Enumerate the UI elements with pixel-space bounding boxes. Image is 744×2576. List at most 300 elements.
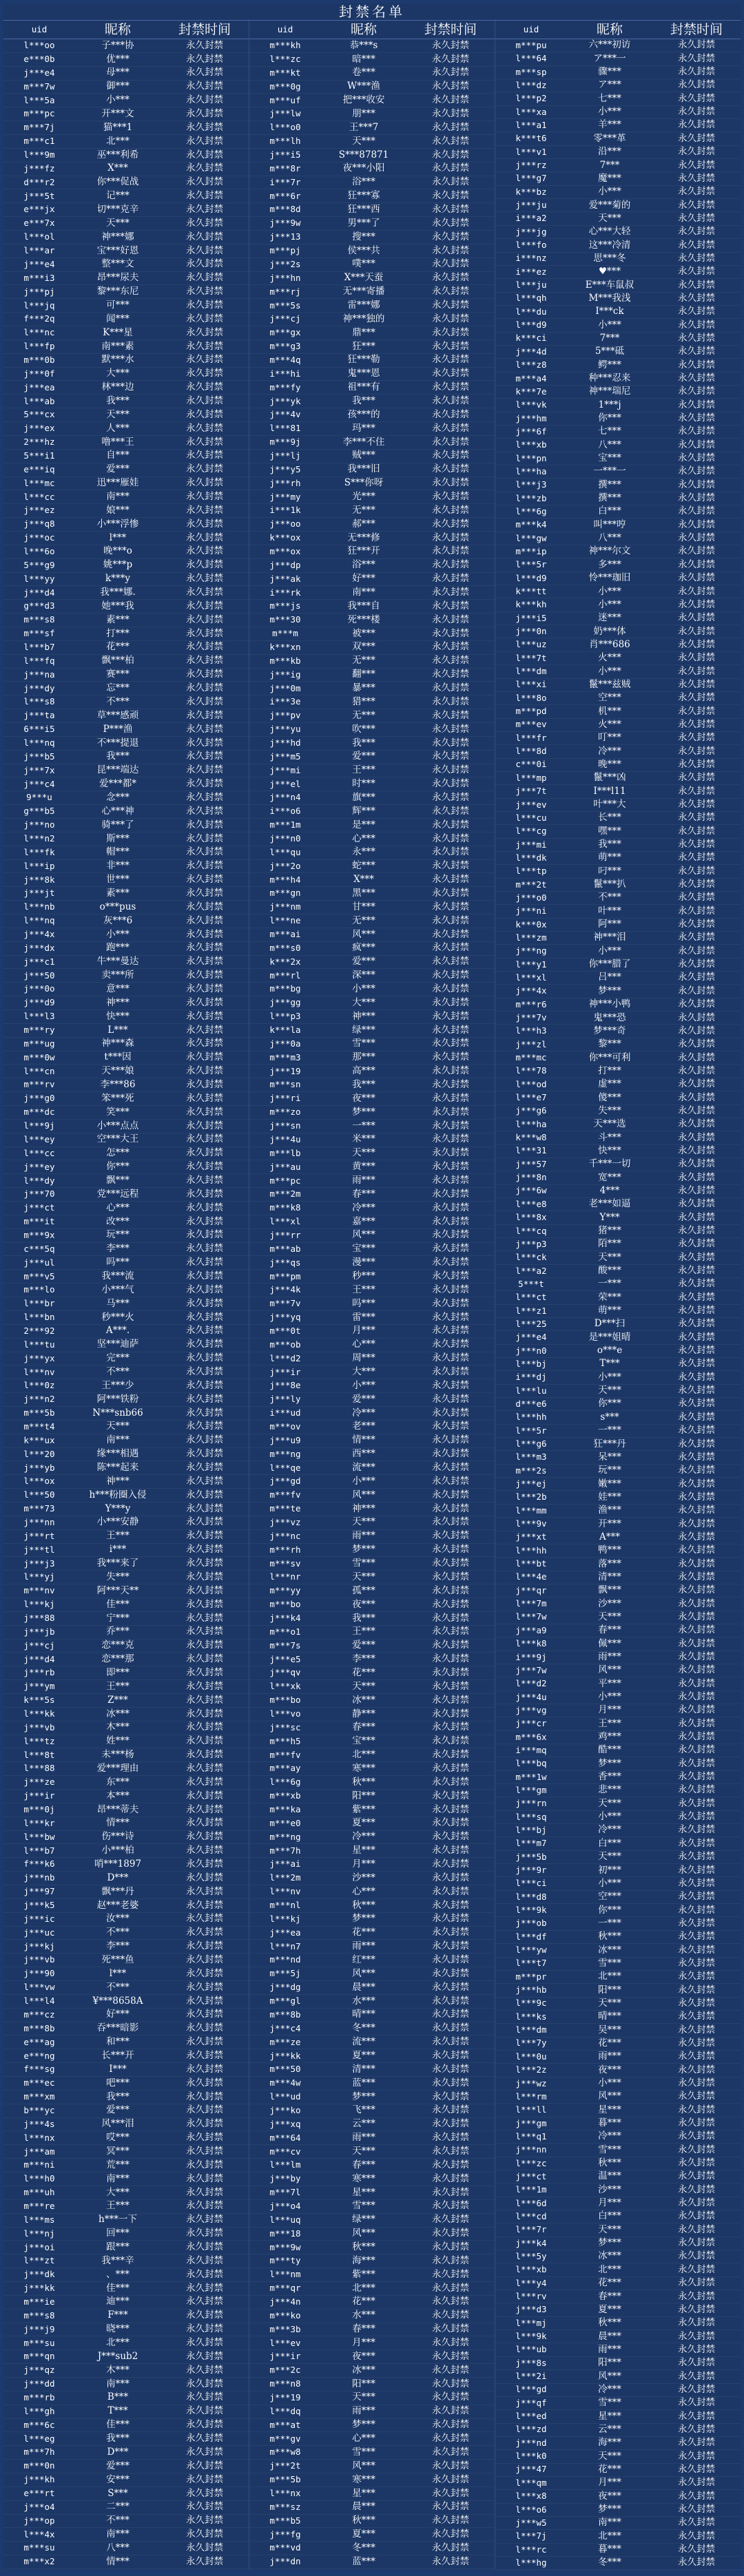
uid-cell: j***au [269, 1161, 301, 1172]
nickname-cell: 香*** [598, 1771, 621, 1783]
ban-time-cell: 永久封禁 [432, 1872, 469, 1883]
table-row [495, 346, 741, 359]
table-row [3, 1092, 249, 1106]
uid-cell: l***mj [515, 2317, 547, 2328]
uid-cell: l***5r [515, 559, 547, 570]
nickname-cell: 小***安静 [96, 1516, 139, 1528]
nickname-cell: 自*** [106, 450, 130, 461]
nickname-cell: 月*** [598, 1704, 621, 1716]
ban-time-cell: 永久封禁 [432, 655, 469, 667]
nickname-cell: D***扫 [594, 1318, 626, 1330]
ban-time-cell: 永久封禁 [678, 1558, 715, 1569]
ban-time-cell: 永久封禁 [186, 2350, 223, 2362]
nickname-cell: 王*** [106, 1680, 130, 1692]
table-row [495, 1677, 741, 1690]
nickname-cell: 死***鱼 [101, 1954, 134, 1965]
nickname-cell: 猪*** [598, 1225, 621, 1237]
table-row [495, 253, 741, 266]
nickname-cell: 小*** [598, 319, 621, 331]
ban-time-cell: 永久封禁 [186, 532, 223, 543]
table-row [495, 66, 741, 79]
uid-cell: j***ct [515, 2170, 547, 2181]
table-row [495, 1211, 741, 1224]
table-row [249, 1844, 495, 1858]
ban-time-cell: 永久封禁 [432, 996, 469, 1008]
uid-cell: m***2s [515, 1465, 547, 1476]
nickname-cell: 雨*** [352, 1530, 375, 1542]
uid-cell: l***7w [515, 1611, 547, 1622]
ban-time-cell: 永久封禁 [186, 573, 223, 585]
ban-time-cell: 永久封禁 [678, 172, 715, 184]
uid-cell: l***kr [23, 1817, 55, 1828]
ban-time-cell: 永久封禁 [678, 1784, 715, 1796]
table-row [3, 2268, 249, 2282]
uid-cell: j***jb [23, 1626, 55, 1637]
uid-cell: j***j3 [23, 1558, 55, 1569]
ban-time-cell: 永久封禁 [432, 764, 469, 776]
ban-time-cell: 永久封禁 [678, 2117, 715, 2129]
uid-cell: l***dk [515, 852, 547, 863]
uid-cell: l***ol [23, 231, 55, 242]
uid-cell: m***64 [269, 2132, 301, 2143]
nickname-cell: 小*** [598, 1371, 621, 1383]
table-row [249, 1256, 495, 1270]
ban-time-cell: 永久封禁 [186, 1188, 223, 1200]
table-row [249, 1995, 495, 2009]
nickname-cell: o***pus [99, 901, 136, 912]
table-row [495, 319, 741, 332]
ban-time-cell: 永久封禁 [186, 682, 223, 694]
nickname-cell: 李*** [106, 1243, 130, 1255]
nickname-cell: 宽*** [598, 1171, 621, 1183]
nickname-cell: 鳄*** [598, 359, 621, 370]
ban-time-cell: 永久封禁 [186, 121, 223, 133]
ban-time-cell: 永久封禁 [678, 745, 715, 757]
ban-time-cell: 永久封禁 [186, 1530, 223, 1542]
table-row [249, 81, 495, 94]
nickname-cell: 风*** [352, 1967, 375, 1979]
table-row [3, 1339, 249, 1352]
ban-time-cell: 永久封禁 [678, 332, 715, 344]
ban-time-cell: 永久封禁 [432, 2528, 469, 2540]
ban-time-cell: 永久封禁 [678, 572, 715, 584]
table-row [249, 1065, 495, 1078]
nickname-cell: 赛*** [106, 669, 130, 680]
nickname-cell: 六***初访 [588, 39, 631, 51]
uid-cell: l***ey [23, 1133, 55, 1144]
ban-time-cell: 永久封禁 [678, 1305, 715, 1317]
uid-cell: m***7s [269, 1640, 301, 1651]
table-row [495, 146, 741, 159]
nickname-cell: 怜***珈旧 [588, 572, 631, 584]
ban-time-cell: 永久封禁 [432, 149, 469, 160]
nickname-cell: 神*** [352, 1010, 375, 1022]
nickname-cell: 你***可利 [588, 1051, 631, 1063]
ban-time-cell: 永久封禁 [678, 1571, 715, 1582]
ban-time-cell: 永久封禁 [678, 1744, 715, 1756]
uid-cell: m***pd [515, 706, 547, 717]
nickname-cell: 小*** [598, 598, 621, 610]
table-row [249, 149, 495, 163]
nickname-cell: 昂***尿夫 [96, 272, 139, 284]
table-row [249, 1666, 495, 1680]
nickname-cell: 心*** [352, 2433, 375, 2444]
uid-cell: m***bg [269, 983, 301, 994]
uid-cell: j***6w [515, 1185, 547, 1196]
table-row [495, 679, 741, 692]
uid-cell: j***o0 [515, 892, 547, 903]
table-row [249, 1133, 495, 1147]
table-row [249, 777, 495, 791]
table-row [3, 833, 249, 846]
table-row [495, 1425, 741, 1438]
uid-cell: l***5y [515, 2250, 547, 2261]
table-row [3, 326, 249, 340]
ban-time-cell: 永久封禁 [432, 163, 469, 174]
nickname-cell: 忘*** [106, 682, 130, 694]
ban-time-cell: 永久封禁 [678, 399, 715, 410]
ban-time-cell: 永久封禁 [186, 1270, 223, 1282]
ban-time-cell: 永久封禁 [678, 292, 715, 304]
uid-cell: e***iq [23, 463, 55, 474]
table-row [3, 2228, 249, 2241]
nickname-cell: 南*** [106, 1434, 130, 1446]
table-row [249, 2473, 495, 2487]
table-row [3, 1434, 249, 1448]
nickname-cell: 晴*** [598, 2011, 621, 2022]
nickname-cell: 意*** [106, 983, 130, 994]
uid-cell: j***n4 [269, 792, 301, 803]
table-row [249, 2460, 495, 2473]
nickname-cell: 梦***奇 [593, 1025, 626, 1036]
table-row [249, 1776, 495, 1790]
nickname-cell: 天*** [598, 1851, 621, 1863]
nickname-cell: s*** [600, 1411, 619, 1423]
nickname-cell: 七*** [598, 426, 621, 437]
table-row [495, 572, 741, 585]
uid-cell: l***rc [515, 2544, 547, 2555]
uid-cell: j***yq [269, 1312, 301, 1323]
table-row [495, 132, 741, 145]
table-row [249, 860, 495, 874]
ban-time-cell: 永久封禁 [678, 1065, 715, 1076]
table-row [249, 695, 495, 709]
ban-time-cell: 永久封禁 [186, 2036, 223, 2048]
ban-time-cell: 永久封禁 [432, 1161, 469, 1173]
uid-cell: l***cc [23, 491, 55, 502]
table-row [495, 2210, 741, 2223]
nickname-cell: 大*** [106, 368, 130, 379]
uid-cell: j***uc [23, 1927, 55, 1938]
nickname-cell: 大*** [352, 996, 375, 1008]
uid-cell: m***k8 [269, 1202, 301, 1213]
table-row [249, 805, 495, 819]
ban-time-cell: 永久封禁 [186, 1612, 223, 1624]
ban-time-cell: 永久封禁 [186, 1981, 223, 1993]
uid-cell: l***ab [23, 395, 55, 406]
table-row [249, 2214, 495, 2228]
uid-cell: m***8d [269, 204, 301, 215]
table-row [249, 2391, 495, 2405]
nickname-cell: 哨***1897 [94, 1858, 142, 1870]
ban-time-cell: 永久封禁 [678, 1371, 715, 1383]
uid-cell: m***xm [23, 2091, 55, 2102]
nickname-cell: 秒***火 [101, 1311, 134, 1323]
nickname-cell: 风*** [352, 2228, 375, 2239]
nickname-cell: 狂***寡 [347, 190, 380, 202]
table-row [3, 1913, 249, 1927]
table-row [3, 94, 249, 107]
uid-cell: m***cv [269, 2146, 301, 2157]
nickname-cell: 搜*** [352, 231, 375, 242]
table-row [495, 732, 741, 745]
uid-cell: l***df [515, 1931, 547, 1942]
nickname-cell: 冷*** [598, 2130, 621, 2142]
ban-time-cell: 永久封禁 [186, 1803, 223, 1815]
table-row [249, 1078, 495, 1092]
uid-cell: l***bt [515, 1558, 547, 1569]
ban-time-cell: 永久封禁 [678, 2477, 715, 2489]
uid-cell: j***qv [269, 1667, 301, 1678]
nickname-cell: 平*** [598, 1677, 621, 1689]
nickname-cell: 飘***丹 [101, 1885, 134, 1897]
uid-cell: j***d4 [23, 587, 55, 598]
ban-time-cell: 永久封禁 [186, 956, 223, 967]
ban-time-cell: 永久封禁 [186, 737, 223, 748]
ban-time-cell: 永久封禁 [432, 53, 469, 65]
nickname-cell: k***y [105, 573, 131, 585]
ban-time-cell: 永久封禁 [432, 272, 469, 284]
table-row [3, 1051, 249, 1065]
ban-time-cell: 永久封禁 [678, 346, 715, 357]
ban-time-cell: 永久封禁 [678, 692, 715, 704]
ban-time-cell: 永久封禁 [186, 2050, 223, 2061]
table-row [3, 1653, 249, 1666]
ban-time-cell: 永久封禁 [432, 422, 469, 434]
table-row [3, 121, 249, 135]
nickname-cell: 清*** [352, 2063, 375, 2075]
uid-cell: m***rh [269, 1544, 301, 1555]
header-ban-time: 封禁时间 [424, 22, 477, 37]
nickname-cell: 昂***蒂夫 [96, 1803, 139, 1815]
ban-time-cell: 永久封禁 [432, 286, 469, 297]
ban-time-cell: 永久封禁 [678, 1851, 715, 1863]
nickname-cell: 大*** [106, 2186, 130, 2198]
ban-time-cell: 永久封禁 [186, 819, 223, 830]
uid-cell: m***sv [269, 1558, 301, 1569]
nickname-cell: 情*** [106, 1817, 130, 1829]
table-row [249, 887, 495, 901]
ban-time-cell: 永久封禁 [432, 1434, 469, 1446]
table-row [249, 518, 495, 532]
nickname-cell: 我*** [352, 737, 375, 748]
column-header [3, 21, 249, 39]
table-row [3, 2009, 249, 2022]
uid-cell: m***7v [269, 1298, 301, 1309]
ban-time-cell: 永久封禁 [432, 2146, 469, 2157]
nickname-cell: 哎*** [106, 2132, 130, 2144]
nickname-cell: 怎*** [106, 1147, 130, 1159]
table-row [495, 799, 741, 812]
table-row [495, 1465, 741, 1478]
ban-time-cell: 永久封禁 [432, 1448, 469, 1460]
ban-time-cell: 永久封禁 [678, 239, 715, 251]
ban-time-cell: 永久封禁 [186, 1352, 223, 1364]
nickname-cell: 北*** [106, 2337, 130, 2349]
table-row [495, 2450, 741, 2463]
nickname-cell: 黎*** [598, 1038, 621, 1050]
table-row [3, 1270, 249, 1284]
uid-cell: m***ip [515, 545, 547, 556]
uid-cell: j***rb [23, 1667, 55, 1678]
ban-time-cell: 永久封禁 [432, 1502, 469, 1514]
table-row [495, 1131, 741, 1144]
table-row [249, 436, 495, 450]
ban-time-cell: 永久封禁 [432, 1024, 469, 1036]
table-row [495, 1917, 741, 1930]
header-nickname: 昵称 [596, 22, 623, 37]
nickname-cell: 小***气 [101, 1284, 134, 1295]
table-row [249, 2077, 495, 2091]
table-row [249, 2542, 495, 2555]
table-row [495, 812, 741, 825]
uid-cell: m***5s [269, 300, 301, 311]
ban-time-cell: 永久封禁 [432, 450, 469, 461]
nickname-cell: 天*** [106, 1421, 130, 1432]
nickname-cell: 我***旧 [347, 463, 380, 475]
table-row [3, 2310, 249, 2323]
nickname-cell: 花*** [598, 2037, 621, 2049]
uid-cell: i***rk [269, 587, 301, 598]
nickname-cell: 紫*** [352, 1803, 375, 1815]
nickname-cell: 李*** [352, 1653, 375, 1665]
uid-cell: i***ud [269, 1407, 301, 1418]
table-row [3, 1899, 249, 1913]
ban-time-cell: 永久封禁 [432, 368, 469, 379]
nickname-cell: 神*** [352, 1502, 375, 1514]
uid-cell: l***fq [23, 655, 55, 666]
table-row [495, 2077, 741, 2091]
uid-cell: l***kj [269, 1913, 301, 1924]
ban-time-cell: 永久封禁 [432, 2214, 469, 2226]
uid-cell: m***g3 [269, 341, 301, 352]
nickname-cell: 神***小鸭 [588, 998, 631, 1010]
nickname-cell: 狂***西 [347, 203, 380, 215]
ban-time-cell: 永久封禁 [678, 1184, 715, 1196]
table-row [3, 2378, 249, 2391]
table-row [3, 614, 249, 627]
uid-cell: m***uh [23, 2187, 55, 2198]
uid-cell: m***8r [269, 163, 301, 174]
table-row [495, 1864, 741, 1877]
table-row [249, 969, 495, 983]
uid-cell: l***qh [515, 293, 547, 304]
ban-time-cell: 永久封禁 [432, 1407, 469, 1418]
uid-cell: m***8b [23, 2022, 55, 2033]
table-row [249, 326, 495, 340]
uid-cell: l***h3 [515, 1025, 547, 1036]
ban-time-cell: 永久封禁 [432, 887, 469, 899]
uid-cell: l***ju [515, 280, 547, 291]
table-row [495, 2064, 741, 2077]
table-row [249, 2049, 495, 2063]
uid-cell: j***ko [269, 2104, 301, 2115]
ban-time-cell: 永久封禁 [678, 1278, 715, 1290]
uid-cell: l***nc [23, 327, 55, 338]
nickname-cell: 风*** [352, 2460, 375, 2471]
ban-time-cell: 永久封禁 [432, 1694, 469, 1706]
nickname-cell: 夜***小阳 [342, 163, 385, 174]
uid-cell: m***vd [269, 2542, 301, 2553]
ban-time-cell: 永久封禁 [186, 39, 223, 51]
uid-cell: j***c4 [23, 778, 55, 789]
table-row [495, 1851, 741, 1864]
nickname-cell: 她***我 [101, 600, 134, 611]
table-row [3, 1489, 249, 1502]
uid-cell: l***ox [23, 1476, 55, 1487]
nickname-cell: 西*** [352, 1448, 375, 1460]
table-row [495, 1331, 741, 1344]
ban-time-cell: 永久封禁 [678, 1584, 715, 1596]
table-row [3, 1516, 249, 1530]
ban-time-cell: 永久封禁 [432, 2501, 469, 2513]
uid-cell: j***e4 [23, 258, 55, 269]
nickname-cell: 狂***勒 [347, 354, 380, 366]
table-row [249, 1721, 495, 1735]
table-row [495, 2490, 741, 2503]
uid-cell: i***ez [515, 266, 547, 277]
nickname-cell: 雨*** [352, 2132, 375, 2144]
table-row [249, 1927, 495, 1940]
ban-time-cell: 永久封禁 [678, 2490, 715, 2502]
table-row [495, 465, 741, 479]
nickname-cell: 我*** [106, 2091, 130, 2102]
nickname-cell: S*** [107, 2487, 128, 2499]
ban-time-cell: 永久封禁 [432, 983, 469, 994]
table-row [249, 764, 495, 778]
ban-time-cell: 永久封禁 [432, 1078, 469, 1090]
uid-cell: m***a4 [515, 373, 547, 384]
nickname-cell: 无***寄播 [342, 286, 385, 297]
uid-cell: l***7t [515, 652, 547, 663]
table-row [249, 1612, 495, 1626]
table-row [3, 1160, 249, 1174]
table-row [3, 1024, 249, 1038]
table-row [495, 2397, 741, 2410]
ban-time-cell: 永久封禁 [186, 1161, 223, 1173]
ban-time-cell: 永久封禁 [186, 559, 223, 571]
ban-time-cell: 永久封禁 [432, 1393, 469, 1405]
uid-cell: j***ak [269, 573, 301, 584]
uid-cell: l***fk [23, 846, 55, 857]
ban-time-cell: 永久封禁 [432, 217, 469, 229]
uid-cell: j***ze [23, 1777, 55, 1788]
table-row [3, 2555, 249, 2569]
ban-time-cell: 永久封禁 [678, 892, 715, 903]
ban-time-cell: 永久封禁 [432, 532, 469, 543]
ban-time-cell: 永久封禁 [186, 477, 223, 489]
nickname-cell: 鸡*** [598, 1731, 621, 1743]
ban-time-cell: 永久封禁 [186, 1366, 223, 1378]
uid-cell: l***z8 [515, 359, 547, 370]
nickname-cell: I***l11 [593, 785, 626, 797]
uid-cell: j***70 [23, 1188, 55, 1200]
table-row [249, 655, 495, 669]
uid-cell: l***bq [515, 1758, 547, 1769]
uid-cell: j***ju [515, 200, 547, 211]
ban-time-cell: 永久封禁 [186, 2146, 223, 2157]
nickname-cell: D*** [107, 1872, 129, 1883]
